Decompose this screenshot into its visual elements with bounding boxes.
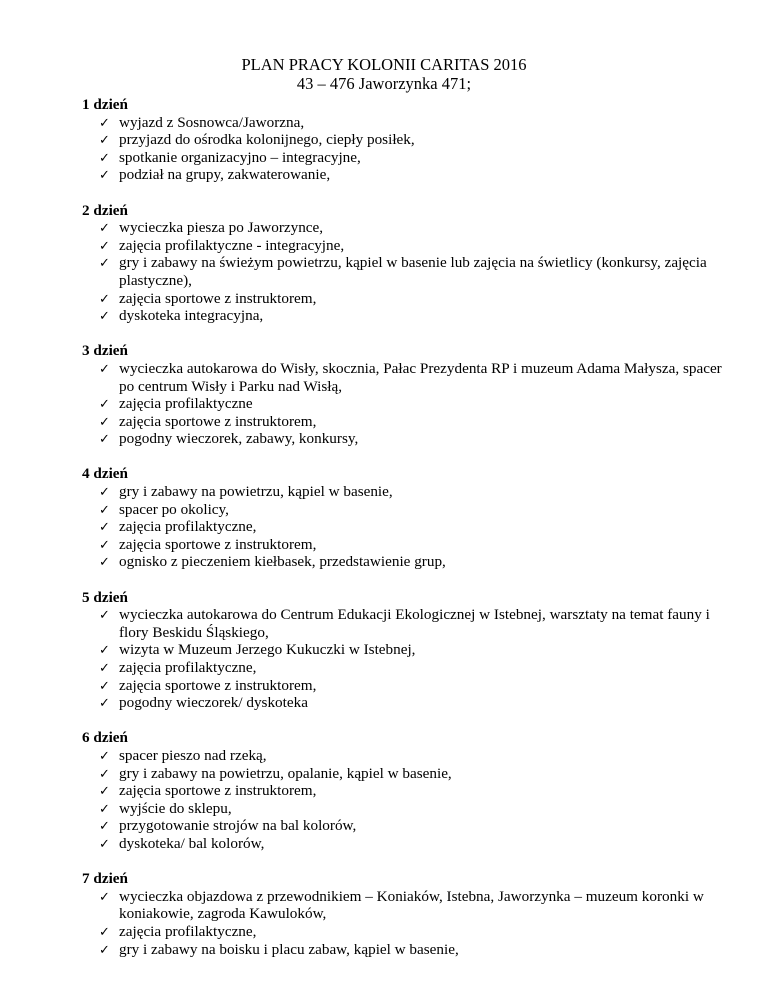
activity-list-item — [82, 149, 722, 167]
checkmark-icon: ✓ — [99, 835, 110, 851]
activity-list-item — [82, 360, 722, 395]
activity-list-item — [82, 817, 722, 835]
activity-text: gry i zabawy na świeżym powietrzu, kąpiel w basenie lub zajęcia na świetlicy (konkursy, zajęcia plastyczne), — [119, 254, 707, 289]
day-section — [82, 96, 722, 184]
day-section — [82, 729, 722, 852]
activity-list-item — [82, 254, 722, 289]
checkmark-icon: ✓ — [99, 413, 110, 429]
activity-list-item — [82, 219, 722, 237]
checkmark-icon: ✓ — [99, 765, 110, 781]
activity-text: spacer pieszo nad rzeką, — [119, 746, 267, 764]
day-title: 2 dzień — [82, 201, 128, 219]
activity-text: spotkanie organizacyjno – integracyjne, — [119, 148, 361, 166]
activity-text: dyskoteka integracyjna, — [119, 307, 264, 325]
day-section — [82, 870, 722, 958]
activity-text: zajęcia profilaktyczne - integracyjne, — [119, 236, 345, 254]
activity-text: przyjazd do ośrodka kolonijnego, ciepły posiłek, — [119, 131, 415, 149]
activity-list-item — [82, 835, 722, 853]
day-activity-list — [82, 219, 722, 325]
day-title: 5 dzień — [82, 588, 128, 606]
activity-list-item — [82, 395, 722, 413]
activity-list-item — [82, 518, 722, 536]
day-activity-list — [82, 114, 722, 184]
activity-text: gry i zabawy na powietrzu, kąpiel w basenie, — [119, 483, 393, 501]
document-title: PLAN PRACY KOLONII CARITAS 2016 — [241, 55, 527, 74]
activity-list-item — [82, 800, 722, 818]
activity-list-item — [82, 536, 722, 554]
checkmark-icon: ✓ — [99, 360, 110, 376]
activity-list-item — [82, 765, 722, 783]
day-title: 1 dzień — [82, 96, 128, 113]
activity-list-item — [82, 114, 722, 132]
day-section — [82, 202, 722, 325]
activity-list-item — [82, 694, 722, 712]
activity-text: zajęcia sportowe z instruktorem, — [119, 676, 317, 694]
activity-text: wizyta w Muzeum Jerzego Kukuczki w Istebnej, — [119, 641, 416, 659]
checkmark-icon: ✓ — [99, 607, 110, 623]
activity-list-item — [82, 131, 722, 149]
activity-text: podział na grupy, zakwaterowanie, — [119, 166, 331, 184]
activity-text: zajęcia sportowe z instruktorem, — [119, 289, 317, 307]
day-activity-list — [82, 483, 722, 571]
activity-text: gry i zabawy na powietrzu, opalanie, kąpiel w basenie, — [119, 764, 452, 782]
checkmark-icon: ✓ — [99, 149, 110, 165]
checkmark-icon: ✓ — [99, 519, 110, 535]
day-section — [82, 465, 722, 571]
activity-list-item — [82, 430, 722, 448]
activity-list-item — [82, 941, 722, 959]
checkmark-icon: ✓ — [99, 255, 110, 271]
checkmark-icon: ✓ — [99, 677, 110, 693]
activity-list-item — [82, 413, 722, 431]
activity-list-item — [82, 483, 722, 501]
activity-text: wyjście do sklepu, — [119, 799, 232, 817]
activity-text: zajęcia profilaktyczne, — [119, 518, 257, 536]
checkmark-icon: ✓ — [99, 167, 110, 183]
activity-list-item — [82, 923, 722, 941]
activity-text: wycieczka autokarowa do Centrum Edukacji Ekologicznej w Istebnej, warsztaty na temat fauny i flory Beskidu Śląskiego, — [119, 606, 710, 641]
checkmark-icon: ✓ — [99, 818, 110, 834]
day-activity-list — [82, 360, 722, 448]
activity-list-item — [82, 677, 722, 695]
activity-list-item — [82, 307, 722, 325]
activity-list-item — [82, 606, 722, 641]
checkmark-icon: ✓ — [99, 554, 110, 570]
checkmark-icon: ✓ — [99, 114, 110, 130]
checkmark-icon: ✓ — [99, 923, 110, 939]
activity-text: dyskoteka/ bal kolorów, — [119, 834, 265, 852]
day-activity-list — [82, 606, 722, 712]
activity-list-item — [82, 641, 722, 659]
checkmark-icon: ✓ — [99, 431, 110, 447]
checkmark-icon: ✓ — [99, 237, 110, 253]
activity-text: zajęcia sportowe z instruktorem, — [119, 412, 317, 430]
activity-text: zajęcia sportowe z instruktorem, — [119, 535, 317, 553]
activity-text: wycieczka piesza po Jaworzynce, — [119, 219, 324, 237]
day-title: 4 dzień — [82, 465, 128, 483]
activity-list-item — [82, 501, 722, 519]
activity-text: zajęcia sportowe z instruktorem, — [119, 782, 317, 800]
activity-text: pogodny wieczorek/ dyskoteka — [119, 694, 308, 712]
checkmark-icon: ✓ — [99, 783, 110, 799]
activity-list-item — [82, 237, 722, 255]
activity-text: zajęcia profilaktyczne, — [119, 922, 257, 940]
checkmark-icon: ✓ — [99, 396, 110, 412]
day-title: 7 dzień — [82, 870, 128, 888]
checkmark-icon: ✓ — [99, 308, 110, 324]
activity-list-item — [82, 290, 722, 308]
day-title: 6 dzień — [82, 729, 128, 747]
activity-text: zajęcia profilaktyczne — [119, 395, 253, 413]
day-section — [82, 342, 722, 448]
activity-text: pogodny wieczorek, zabawy, konkursy, — [119, 430, 359, 448]
checkmark-icon: ✓ — [99, 220, 110, 236]
activity-text: wycieczka autokarowa do Wisły, skocznia, Pałac Prezydenta RP i muzeum Adama Małysza, spacer po centrum Wisły i Parku nad Wisłą, — [119, 359, 722, 395]
activity-text: ognisko z pieczeniem kiełbasek, przedstawienie grup, — [119, 553, 446, 571]
checkmark-icon: ✓ — [99, 747, 110, 763]
document-subtitle-address: 43 – 476 Jaworzynka 471; — [296, 74, 472, 93]
activity-list-item — [82, 553, 722, 571]
checkmark-icon: ✓ — [99, 642, 110, 658]
checkmark-icon: ✓ — [99, 888, 110, 904]
day-activity-list — [82, 747, 722, 853]
activity-list-item — [82, 659, 722, 677]
checkmark-icon: ✓ — [99, 290, 110, 306]
checkmark-icon: ✓ — [99, 695, 110, 711]
days-list — [82, 96, 722, 976]
day-activity-list — [82, 888, 722, 958]
checkmark-icon: ✓ — [99, 501, 110, 517]
checkmark-icon: ✓ — [99, 132, 110, 148]
activity-text: wyjazd z Sosnowca/Jaworzna, — [119, 113, 305, 131]
activity-list-item — [82, 747, 722, 765]
activity-text: spacer po okolicy, — [119, 500, 229, 518]
activity-list-item — [82, 782, 722, 800]
activity-list-item — [82, 166, 722, 184]
activity-text: zajęcia profilaktyczne, — [119, 659, 257, 676]
checkmark-icon: ✓ — [99, 941, 110, 957]
activity-text: przygotowanie strojów na bal kolorów, — [119, 817, 357, 835]
activity-text: gry i zabawy na boisku i placu zabaw, kąpiel w basenie, — [119, 940, 459, 958]
checkmark-icon: ✓ — [99, 660, 110, 675]
day-section — [82, 589, 722, 712]
checkmark-icon: ✓ — [99, 800, 110, 816]
activity-text: wycieczka objazdowa z przewodnikiem – Koniaków, Istebna, Jaworzynka – muzeum koronki w koniakowie, zagroda Kawuloków, — [119, 887, 704, 923]
activity-list-item — [82, 888, 722, 923]
checkmark-icon: ✓ — [99, 484, 110, 500]
day-title: 3 dzień — [82, 342, 128, 360]
checkmark-icon: ✓ — [99, 536, 110, 552]
